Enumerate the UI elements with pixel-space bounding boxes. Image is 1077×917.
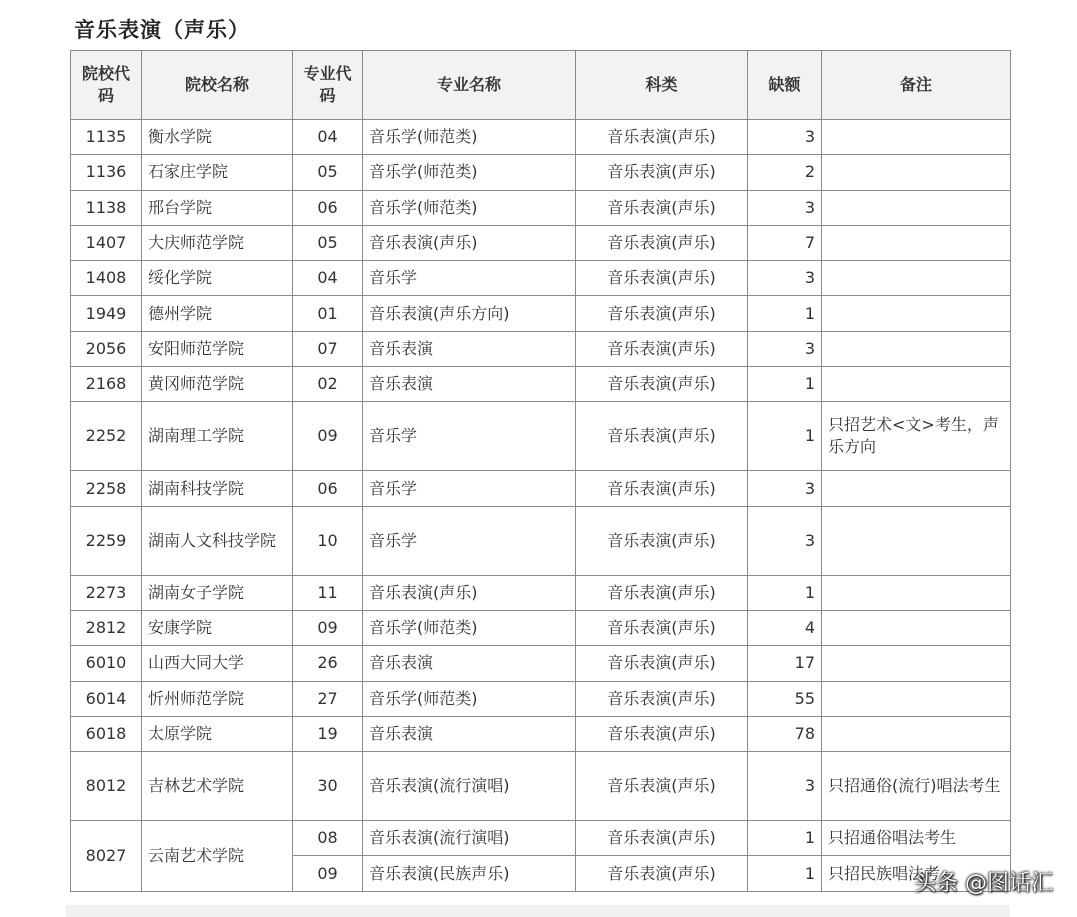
cell-major-code: 04 bbox=[293, 261, 363, 296]
cell-major-name: 音乐表演 bbox=[363, 646, 576, 681]
table-row bbox=[71, 261, 1011, 296]
cell-vacancy: 3 bbox=[748, 261, 822, 296]
cell-major-name: 音乐表演(民族声乐) bbox=[363, 856, 576, 891]
cell-category: 音乐表演(声乐) bbox=[576, 610, 748, 645]
cell-school-code: 1408 bbox=[71, 261, 142, 296]
cell-note: 只招艺术<文>考生，声乐方向 bbox=[822, 402, 1011, 471]
cell-category: 音乐表演(声乐) bbox=[576, 367, 748, 402]
cell-note bbox=[822, 610, 1011, 645]
cell-major-name: 音乐学(师范类) bbox=[363, 155, 576, 190]
header-major-name: 专业名称 bbox=[363, 51, 576, 120]
cell-vacancy: 1 bbox=[748, 296, 822, 331]
cell-school-code: 1949 bbox=[71, 296, 142, 331]
cell-major-name: 音乐表演 bbox=[363, 716, 576, 751]
cell-school-code: 8012 bbox=[71, 752, 142, 821]
cell-note bbox=[822, 331, 1011, 366]
cell-vacancy: 3 bbox=[748, 190, 822, 225]
cell-major-code: 11 bbox=[293, 575, 363, 610]
cell-major-code: 26 bbox=[293, 646, 363, 681]
cell-category: 音乐表演(声乐) bbox=[576, 856, 748, 891]
cell-vacancy: 1 bbox=[748, 575, 822, 610]
cell-major-name: 音乐学(师范类) bbox=[363, 190, 576, 225]
cell-school-code: 6014 bbox=[71, 681, 142, 716]
cell-major-name: 音乐表演(声乐方向) bbox=[363, 296, 576, 331]
cell-vacancy: 1 bbox=[748, 856, 822, 891]
cell-note bbox=[822, 155, 1011, 190]
cell-school-name: 吉林艺术学院 bbox=[142, 752, 293, 821]
cell-category: 音乐表演(声乐) bbox=[576, 471, 748, 506]
cell-major-code: 30 bbox=[293, 752, 363, 821]
cell-major-name: 音乐表演(流行演唱) bbox=[363, 821, 576, 856]
cell-school-code: 1407 bbox=[71, 225, 142, 260]
vacancy-table bbox=[70, 50, 1011, 892]
cell-note bbox=[822, 506, 1011, 575]
cell-major-code: 19 bbox=[293, 716, 363, 751]
table-row bbox=[71, 402, 1011, 471]
table-row bbox=[71, 752, 1011, 821]
cell-note bbox=[822, 367, 1011, 402]
cell-vacancy: 17 bbox=[748, 646, 822, 681]
cell-school-name: 德州学院 bbox=[142, 296, 293, 331]
table-row bbox=[71, 471, 1011, 506]
cell-major-name: 音乐学 bbox=[363, 471, 576, 506]
cell-category: 音乐表演(声乐) bbox=[576, 261, 748, 296]
cell-major-code: 06 bbox=[293, 471, 363, 506]
cell-school-code: 6018 bbox=[71, 716, 142, 751]
cell-note: 只招民族唱法考 bbox=[822, 856, 1011, 891]
cell-school-code: 2252 bbox=[71, 402, 142, 471]
cell-school-code: 6010 bbox=[71, 646, 142, 681]
cell-major-code: 08 bbox=[293, 821, 363, 856]
cell-note bbox=[822, 716, 1011, 751]
table-row bbox=[71, 296, 1011, 331]
table-row bbox=[71, 367, 1011, 402]
cell-major-name: 音乐表演(声乐) bbox=[363, 225, 576, 260]
table-row bbox=[71, 120, 1011, 155]
header-school-name: 院校名称 bbox=[142, 51, 293, 120]
cell-major-code: 05 bbox=[293, 225, 363, 260]
table-row bbox=[71, 506, 1011, 575]
cell-major-name: 音乐学 bbox=[363, 402, 576, 471]
cell-school-name: 邢台学院 bbox=[142, 190, 293, 225]
cell-category: 音乐表演(声乐) bbox=[576, 331, 748, 366]
page-title: 音乐表演（声乐） bbox=[74, 18, 250, 42]
cell-major-code: 09 bbox=[293, 402, 363, 471]
table-row bbox=[71, 190, 1011, 225]
cell-school-name: 黄冈师范学院 bbox=[142, 367, 293, 402]
cell-vacancy: 3 bbox=[748, 506, 822, 575]
header-school-code: 院校代码 bbox=[71, 51, 142, 120]
cell-vacancy: 1 bbox=[748, 367, 822, 402]
cell-note bbox=[822, 190, 1011, 225]
cell-note bbox=[822, 120, 1011, 155]
cell-major-name: 音乐表演(流行演唱) bbox=[363, 752, 576, 821]
cell-category: 音乐表演(声乐) bbox=[576, 120, 748, 155]
cell-school-code: 1135 bbox=[71, 120, 142, 155]
cell-school-name: 湖南理工学院 bbox=[142, 402, 293, 471]
cell-category: 音乐表演(声乐) bbox=[576, 506, 748, 575]
cell-category: 音乐表演(声乐) bbox=[576, 821, 748, 856]
cell-note bbox=[822, 296, 1011, 331]
cell-vacancy: 1 bbox=[748, 821, 822, 856]
cell-category: 音乐表演(声乐) bbox=[576, 646, 748, 681]
cell-note bbox=[822, 471, 1011, 506]
cell-category: 音乐表演(声乐) bbox=[576, 575, 748, 610]
cell-note: 只招通俗(流行)唱法考生 bbox=[822, 752, 1011, 821]
cell-major-code: 05 bbox=[293, 155, 363, 190]
cell-school-code: 2273 bbox=[71, 575, 142, 610]
cell-category: 音乐表演(声乐) bbox=[576, 716, 748, 751]
cell-school-name: 湖南科技学院 bbox=[142, 471, 293, 506]
cell-major-code: 01 bbox=[293, 296, 363, 331]
table-row bbox=[71, 821, 1011, 856]
cell-vacancy: 3 bbox=[748, 331, 822, 366]
table-row bbox=[71, 575, 1011, 610]
cell-major-code: 02 bbox=[293, 367, 363, 402]
cell-school-name: 湖南女子学院 bbox=[142, 575, 293, 610]
cell-category: 音乐表演(声乐) bbox=[576, 155, 748, 190]
cell-school-code: 1138 bbox=[71, 190, 142, 225]
cell-school-code: 2259 bbox=[71, 506, 142, 575]
cell-category: 音乐表演(声乐) bbox=[576, 752, 748, 821]
table-row bbox=[71, 331, 1011, 366]
cell-major-name: 音乐学(师范类) bbox=[363, 610, 576, 645]
cell-major-name: 音乐学(师范类) bbox=[363, 681, 576, 716]
cell-school-name: 忻州师范学院 bbox=[142, 681, 293, 716]
cell-school-code: 2258 bbox=[71, 471, 142, 506]
cell-major-name: 音乐学(师范类) bbox=[363, 120, 576, 155]
cell-category: 音乐表演(声乐) bbox=[576, 190, 748, 225]
cell-major-code: 06 bbox=[293, 190, 363, 225]
cell-school-name: 安康学院 bbox=[142, 610, 293, 645]
cell-vacancy: 78 bbox=[748, 716, 822, 751]
table-row bbox=[71, 681, 1011, 716]
cell-school-code: 2168 bbox=[71, 367, 142, 402]
cell-note bbox=[822, 646, 1011, 681]
cell-vacancy: 3 bbox=[748, 120, 822, 155]
cell-school-name: 云南艺术学院 bbox=[142, 821, 293, 892]
cell-major-code: 07 bbox=[293, 331, 363, 366]
cell-vacancy: 4 bbox=[748, 610, 822, 645]
header-category: 科类 bbox=[576, 51, 748, 120]
cell-major-name: 音乐学 bbox=[363, 261, 576, 296]
cell-vacancy: 3 bbox=[748, 471, 822, 506]
cell-vacancy: 7 bbox=[748, 225, 822, 260]
cell-vacancy: 1 bbox=[748, 402, 822, 471]
page-bottom-strip bbox=[66, 905, 1010, 917]
cell-major-code: 09 bbox=[293, 856, 363, 891]
cell-category: 音乐表演(声乐) bbox=[576, 402, 748, 471]
table-row bbox=[71, 716, 1011, 751]
cell-vacancy: 3 bbox=[748, 752, 822, 821]
cell-school-code: 2056 bbox=[71, 331, 142, 366]
cell-major-name: 音乐表演(声乐) bbox=[363, 575, 576, 610]
cell-school-name: 衡水学院 bbox=[142, 120, 293, 155]
cell-school-name: 太原学院 bbox=[142, 716, 293, 751]
cell-major-code: 04 bbox=[293, 120, 363, 155]
cell-category: 音乐表演(声乐) bbox=[576, 296, 748, 331]
watermark-text: 头条 @图话汇 bbox=[914, 871, 1053, 896]
cell-major-name: 音乐表演 bbox=[363, 331, 576, 366]
cell-school-name: 绥化学院 bbox=[142, 261, 293, 296]
cell-school-name: 安阳师范学院 bbox=[142, 331, 293, 366]
cell-category: 音乐表演(声乐) bbox=[576, 225, 748, 260]
cell-note bbox=[822, 261, 1011, 296]
cell-school-code: 2812 bbox=[71, 610, 142, 645]
cell-school-code: 1136 bbox=[71, 155, 142, 190]
cell-major-code: 09 bbox=[293, 610, 363, 645]
header-vacancy: 缺额 bbox=[748, 51, 822, 120]
header-major-code: 专业代码 bbox=[293, 51, 363, 120]
cell-major-code: 10 bbox=[293, 506, 363, 575]
cell-school-name: 大庆师范学院 bbox=[142, 225, 293, 260]
table-row bbox=[71, 225, 1011, 260]
cell-major-name: 音乐表演 bbox=[363, 367, 576, 402]
cell-note: 只招通俗唱法考生 bbox=[822, 821, 1011, 856]
table-row bbox=[71, 610, 1011, 645]
header-note: 备注 bbox=[822, 51, 1011, 120]
cell-school-name: 湖南人文科技学院 bbox=[142, 506, 293, 575]
table-header-row bbox=[71, 51, 1011, 120]
cell-note bbox=[822, 575, 1011, 610]
cell-category: 音乐表演(声乐) bbox=[576, 681, 748, 716]
table-row bbox=[71, 646, 1011, 681]
cell-vacancy: 2 bbox=[748, 155, 822, 190]
table-row bbox=[71, 155, 1011, 190]
cell-school-name: 石家庄学院 bbox=[142, 155, 293, 190]
cell-note bbox=[822, 681, 1011, 716]
cell-note bbox=[822, 225, 1011, 260]
cell-school-name: 山西大同大学 bbox=[142, 646, 293, 681]
cell-major-code: 27 bbox=[293, 681, 363, 716]
cell-vacancy: 55 bbox=[748, 681, 822, 716]
cell-school-code: 8027 bbox=[71, 821, 142, 892]
cell-major-name: 音乐学 bbox=[363, 506, 576, 575]
